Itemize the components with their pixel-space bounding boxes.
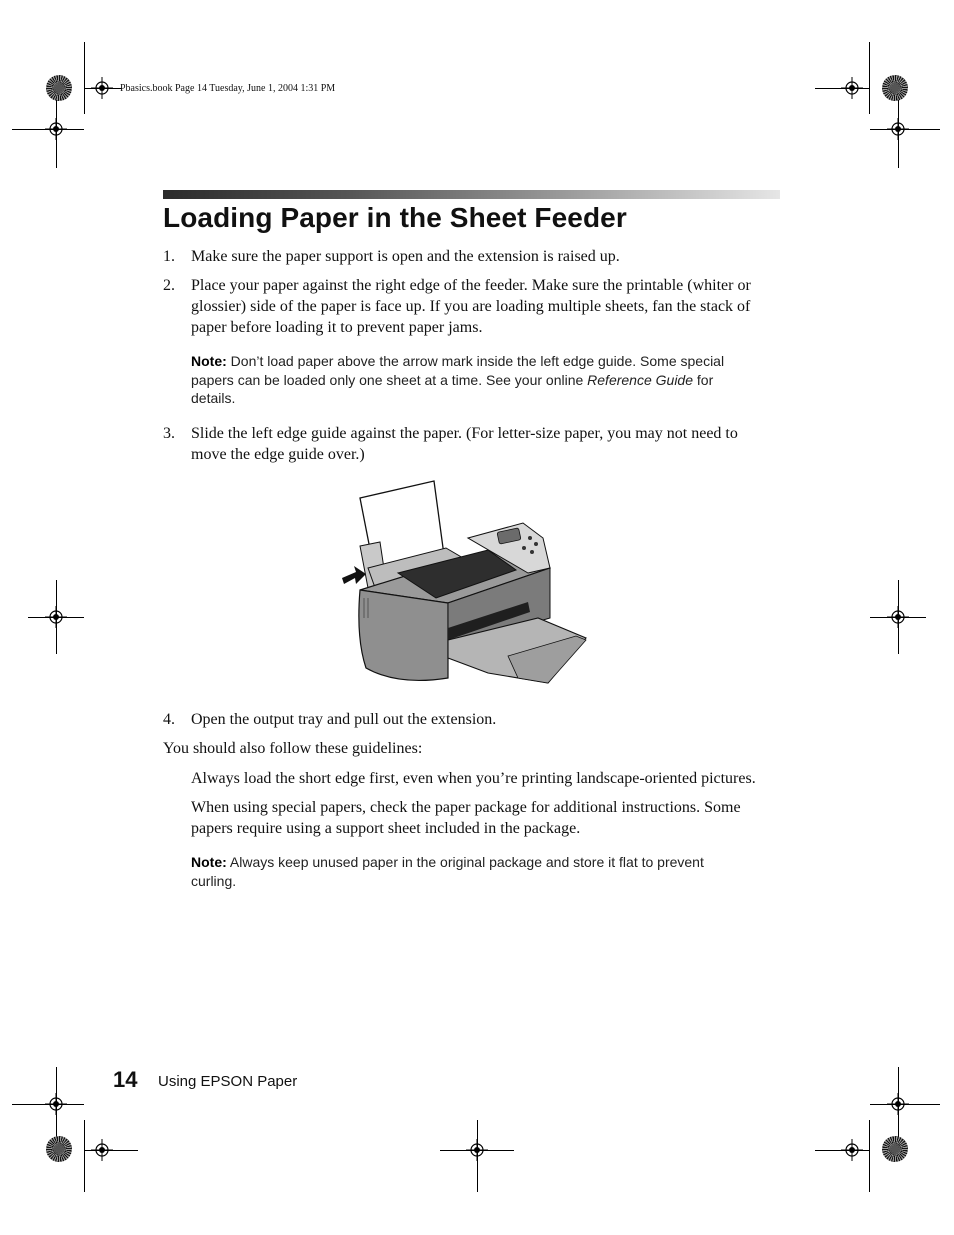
color-rosette-icon bbox=[882, 1136, 908, 1162]
step-text: Open the output tray and pull out the extension. bbox=[191, 711, 497, 728]
heading-rule bbox=[163, 190, 780, 199]
step-number: 1. bbox=[163, 248, 175, 265]
page-title: Loading Paper in the Sheet Feeder bbox=[163, 202, 627, 233]
note-paragraph bbox=[191, 853, 731, 890]
note-label: Note: bbox=[191, 353, 227, 369]
guideline-item: Always load the short edge first, even when you’re printing landscape-oriented pictures. bbox=[191, 770, 756, 787]
color-rosette-icon bbox=[46, 1136, 72, 1162]
note-text: Always keep unused paper in the original package and store it flat to prevent curling. bbox=[191, 854, 704, 889]
note-text: for details. bbox=[191, 371, 714, 406]
registration-mark-icon bbox=[887, 606, 909, 628]
crop-mark bbox=[84, 42, 85, 114]
registration-mark-icon bbox=[45, 1093, 67, 1115]
step-number: 3. bbox=[163, 425, 175, 442]
page-number: 14 bbox=[113, 1067, 138, 1092]
registration-mark-icon bbox=[841, 77, 863, 99]
color-rosette-icon bbox=[46, 75, 72, 101]
step-text: Place your paper against the right edge of the feeder. Make sure the printable (whiter or glossier) side of the paper is face up. If you are loading multiple sheets, fan the stack of paper before loading it to prevent paper jams. bbox=[191, 277, 751, 336]
crop-mark bbox=[869, 1120, 870, 1192]
registration-mark-icon bbox=[887, 1093, 909, 1115]
color-rosette-icon bbox=[882, 75, 908, 101]
guideline-item: When using special papers, check the paper package for additional instructions. Some papers require using a support sheet included in the package. bbox=[191, 799, 741, 837]
running-title: Using EPSON Paper bbox=[158, 1073, 298, 1090]
step-text: Make sure the paper support is open and the extension is raised up. bbox=[191, 248, 620, 265]
registration-mark-icon bbox=[466, 1139, 488, 1161]
registration-mark-icon bbox=[45, 118, 67, 140]
guidelines-intro: You should also follow these guidelines: bbox=[163, 740, 423, 757]
registration-mark-icon bbox=[91, 1139, 113, 1161]
slug-line: Pbasics.book Page 14 Tuesday, June 1, 2004 1:31 PM bbox=[120, 83, 336, 94]
step-number: 2. bbox=[163, 277, 175, 294]
reference-guide-title: Reference Guide bbox=[587, 371, 693, 388]
step-text: Slide the left edge guide against the paper. (For letter-size paper, you may not need to move the edge guide over.) bbox=[191, 425, 738, 463]
registration-mark-icon bbox=[887, 118, 909, 140]
registration-mark-icon bbox=[45, 606, 67, 628]
registration-mark-icon bbox=[91, 77, 113, 99]
registration-mark-icon bbox=[841, 1139, 863, 1161]
step-number: 4. bbox=[163, 711, 175, 728]
note-text: Don’t load paper above the arrow mark inside the left edge guide. Some special papers can be loaded only one sheet at a time. See your online bbox=[191, 353, 725, 388]
note-label: Note: bbox=[191, 854, 227, 870]
crop-mark bbox=[869, 42, 870, 114]
printer-illustration bbox=[338, 478, 592, 690]
note-paragraph bbox=[191, 352, 761, 408]
crop-mark bbox=[84, 1120, 85, 1192]
